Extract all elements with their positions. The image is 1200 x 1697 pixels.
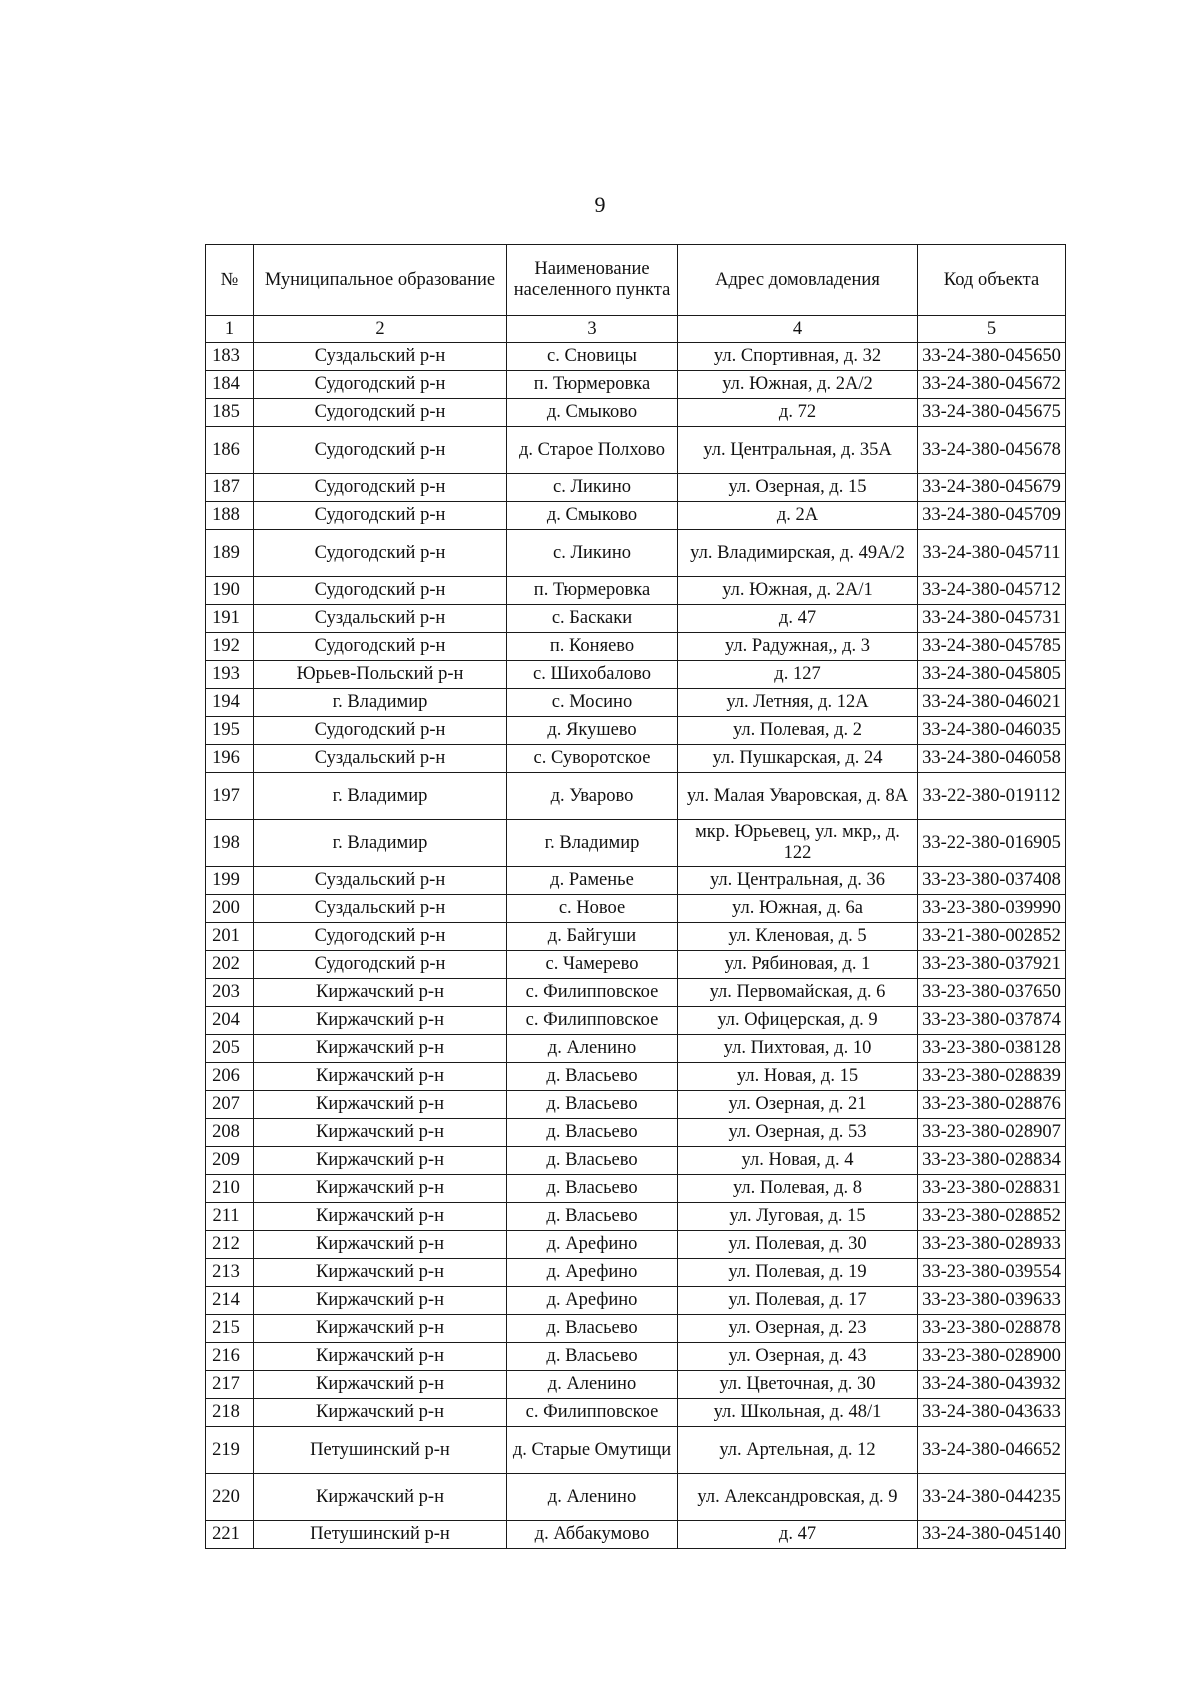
object-code-cell: 33-21-380-002852 bbox=[918, 923, 1066, 951]
locality-cell: д. Раменье bbox=[507, 867, 678, 895]
locality-cell: с. Филипповское bbox=[507, 1007, 678, 1035]
table-row bbox=[206, 1521, 1066, 1549]
municipality-cell: Суздальский р-н bbox=[254, 605, 507, 633]
table-row bbox=[206, 1231, 1066, 1259]
address-cell: ул. Цветочная, д. 30 bbox=[678, 1371, 918, 1399]
object-code-cell: 33-23-380-028900 bbox=[918, 1343, 1066, 1371]
row-number: 219 bbox=[206, 1427, 254, 1474]
object-code-cell: 33-24-380-046021 bbox=[918, 689, 1066, 717]
address-cell: ул. Озерная, д. 43 bbox=[678, 1343, 918, 1371]
object-code-cell: 33-24-380-045709 bbox=[918, 502, 1066, 530]
locality-cell: п. Тюрмеровка bbox=[507, 371, 678, 399]
municipality-cell: Юрьев-Польский р-н bbox=[254, 661, 507, 689]
locality-cell: д. Власьево bbox=[507, 1091, 678, 1119]
address-cell: ул. Полевая, д. 30 bbox=[678, 1231, 918, 1259]
header-address: Адрес домовладения bbox=[678, 245, 918, 316]
row-number: 186 bbox=[206, 427, 254, 474]
address-cell: д. 2А bbox=[678, 502, 918, 530]
table-row bbox=[206, 773, 1066, 820]
object-code-cell: 33-24-380-046035 bbox=[918, 717, 1066, 745]
locality-cell: с. Баскаки bbox=[507, 605, 678, 633]
table-row bbox=[206, 371, 1066, 399]
row-number: 196 bbox=[206, 745, 254, 773]
table-row bbox=[206, 1399, 1066, 1427]
municipality-cell: Суздальский р-н bbox=[254, 343, 507, 371]
column-number: 2 bbox=[254, 316, 507, 343]
locality-cell: д. Арефино bbox=[507, 1287, 678, 1315]
column-number: 1 bbox=[206, 316, 254, 343]
address-cell: ул. Полевая, д. 17 bbox=[678, 1287, 918, 1315]
address-cell: ул. Малая Уваровская, д. 8А bbox=[678, 773, 918, 820]
address-cell: ул. Александровская, д. 9 bbox=[678, 1474, 918, 1521]
address-cell: д. 127 bbox=[678, 661, 918, 689]
row-number: 187 bbox=[206, 474, 254, 502]
row-number: 203 bbox=[206, 979, 254, 1007]
row-number: 210 bbox=[206, 1175, 254, 1203]
address-cell: ул. Офицерская, д. 9 bbox=[678, 1007, 918, 1035]
address-cell: ул. Южная, д. 2А/1 bbox=[678, 577, 918, 605]
table-row bbox=[206, 605, 1066, 633]
row-number: 188 bbox=[206, 502, 254, 530]
address-cell: ул. Новая, д. 4 bbox=[678, 1147, 918, 1175]
address-cell: д. 47 bbox=[678, 605, 918, 633]
row-number: 216 bbox=[206, 1343, 254, 1371]
address-cell: ул. Радужная,, д. 3 bbox=[678, 633, 918, 661]
object-code-cell: 33-22-380-016905 bbox=[918, 820, 1066, 867]
table-row bbox=[206, 530, 1066, 577]
address-cell: ул. Озерная, д. 15 bbox=[678, 474, 918, 502]
object-code-cell: 33-24-380-045650 bbox=[918, 343, 1066, 371]
object-code-cell: 33-23-380-037874 bbox=[918, 1007, 1066, 1035]
locality-cell: д. Байгуши bbox=[507, 923, 678, 951]
row-number: 198 bbox=[206, 820, 254, 867]
municipality-cell: Киржачский р-н bbox=[254, 1343, 507, 1371]
object-code-cell: 33-24-380-043633 bbox=[918, 1399, 1066, 1427]
address-cell: ул. Центральная, д. 36 bbox=[678, 867, 918, 895]
municipality-cell: Киржачский р-н bbox=[254, 1063, 507, 1091]
municipality-cell: Судогодский р-н bbox=[254, 923, 507, 951]
row-number: 209 bbox=[206, 1147, 254, 1175]
column-number: 3 bbox=[507, 316, 678, 343]
row-number: 212 bbox=[206, 1231, 254, 1259]
table-row bbox=[206, 1063, 1066, 1091]
object-code-cell: 33-23-380-037650 bbox=[918, 979, 1066, 1007]
row-number: 184 bbox=[206, 371, 254, 399]
object-code-cell: 33-24-380-045678 bbox=[918, 427, 1066, 474]
row-number: 207 bbox=[206, 1091, 254, 1119]
row-number: 183 bbox=[206, 343, 254, 371]
row-number: 185 bbox=[206, 399, 254, 427]
municipality-cell: Судогодский р-н bbox=[254, 530, 507, 577]
address-cell: ул. Школьная, д. 48/1 bbox=[678, 1399, 918, 1427]
address-cell: ул. Артельная, д. 12 bbox=[678, 1427, 918, 1474]
municipality-cell: Киржачский р-н bbox=[254, 1035, 507, 1063]
table-row bbox=[206, 1259, 1066, 1287]
row-number: 208 bbox=[206, 1119, 254, 1147]
column-number: 5 bbox=[918, 316, 1066, 343]
table-row bbox=[206, 923, 1066, 951]
municipality-cell: Киржачский р-н bbox=[254, 1119, 507, 1147]
municipality-cell: Киржачский р-н bbox=[254, 1203, 507, 1231]
row-number: 197 bbox=[206, 773, 254, 820]
locality-cell: с. Чамерево bbox=[507, 951, 678, 979]
table-row bbox=[206, 502, 1066, 530]
row-number: 217 bbox=[206, 1371, 254, 1399]
object-code-cell: 33-23-380-028876 bbox=[918, 1091, 1066, 1119]
object-code-cell: 33-24-380-045675 bbox=[918, 399, 1066, 427]
object-code-cell: 33-23-380-028852 bbox=[918, 1203, 1066, 1231]
object-code-cell: 33-24-380-046058 bbox=[918, 745, 1066, 773]
table-row bbox=[206, 1474, 1066, 1521]
municipality-cell: Киржачский р-н bbox=[254, 1175, 507, 1203]
municipality-cell: Судогодский р-н bbox=[254, 717, 507, 745]
address-cell: ул. Новая, д. 15 bbox=[678, 1063, 918, 1091]
object-code-cell: 33-24-380-045672 bbox=[918, 371, 1066, 399]
row-number: 201 bbox=[206, 923, 254, 951]
address-cell: ул. Полевая, д. 8 bbox=[678, 1175, 918, 1203]
locality-cell: с. Филипповское bbox=[507, 1399, 678, 1427]
table-row bbox=[206, 399, 1066, 427]
header-row bbox=[206, 245, 1066, 316]
row-number: 221 bbox=[206, 1521, 254, 1549]
municipality-cell: Киржачский р-н bbox=[254, 1399, 507, 1427]
locality-cell: д. Аленино bbox=[507, 1474, 678, 1521]
locality-cell: д. Власьево bbox=[507, 1063, 678, 1091]
object-code-cell: 33-24-380-046652 bbox=[918, 1427, 1066, 1474]
table-row bbox=[206, 1287, 1066, 1315]
locality-cell: д. Уварово bbox=[507, 773, 678, 820]
locality-cell: д. Смыково bbox=[507, 502, 678, 530]
row-number: 211 bbox=[206, 1203, 254, 1231]
households-table bbox=[205, 244, 1066, 1549]
locality-cell: д. Арефино bbox=[507, 1259, 678, 1287]
table-row bbox=[206, 633, 1066, 661]
table-row bbox=[206, 1427, 1066, 1474]
row-number: 189 bbox=[206, 530, 254, 577]
table-row bbox=[206, 867, 1066, 895]
object-code-cell: 33-23-380-028878 bbox=[918, 1315, 1066, 1343]
locality-cell: г. Владимир bbox=[507, 820, 678, 867]
row-number: 220 bbox=[206, 1474, 254, 1521]
municipality-cell: Киржачский р-н bbox=[254, 1474, 507, 1521]
table-header bbox=[206, 245, 1066, 343]
object-code-cell: 33-23-380-039554 bbox=[918, 1259, 1066, 1287]
object-code-cell: 33-23-380-039633 bbox=[918, 1287, 1066, 1315]
table-row bbox=[206, 820, 1066, 867]
address-cell: ул. Озерная, д. 21 bbox=[678, 1091, 918, 1119]
address-cell: ул. Владимирская, д. 49А/2 bbox=[678, 530, 918, 577]
row-number: 193 bbox=[206, 661, 254, 689]
object-code-cell: 33-22-380-019112 bbox=[918, 773, 1066, 820]
table-row bbox=[206, 1007, 1066, 1035]
locality-cell: с. Суворотское bbox=[507, 745, 678, 773]
address-cell: ул. Летняя, д. 12А bbox=[678, 689, 918, 717]
locality-cell: д. Власьево bbox=[507, 1343, 678, 1371]
row-number: 206 bbox=[206, 1063, 254, 1091]
address-cell: ул. Южная, д. 2А/2 bbox=[678, 371, 918, 399]
row-number: 213 bbox=[206, 1259, 254, 1287]
municipality-cell: Петушинский р-н bbox=[254, 1427, 507, 1474]
object-code-cell: 33-23-380-039990 bbox=[918, 895, 1066, 923]
row-number: 205 bbox=[206, 1035, 254, 1063]
table-row bbox=[206, 1203, 1066, 1231]
municipality-cell: Киржачский р-н bbox=[254, 1287, 507, 1315]
locality-cell: д. Власьево bbox=[507, 1147, 678, 1175]
table-row bbox=[206, 1147, 1066, 1175]
row-number: 194 bbox=[206, 689, 254, 717]
locality-cell: с. Мосино bbox=[507, 689, 678, 717]
table-row bbox=[206, 427, 1066, 474]
address-cell: ул. Пушкарская, д. 24 bbox=[678, 745, 918, 773]
address-cell: ул. Полевая, д. 2 bbox=[678, 717, 918, 745]
table-row bbox=[206, 1091, 1066, 1119]
column-numbers-row bbox=[206, 316, 1066, 343]
locality-cell: д. Аленино bbox=[507, 1035, 678, 1063]
municipality-cell: Киржачский р-н bbox=[254, 979, 507, 1007]
object-code-cell: 33-24-380-045140 bbox=[918, 1521, 1066, 1549]
municipality-cell: Киржачский р-н bbox=[254, 1231, 507, 1259]
header-municipality: Муниципальное образование bbox=[254, 245, 507, 316]
table-row bbox=[206, 745, 1066, 773]
locality-cell: с. Ликино bbox=[507, 474, 678, 502]
locality-cell: д. Старое Полхово bbox=[507, 427, 678, 474]
locality-cell: с. Шихобалово bbox=[507, 661, 678, 689]
table-row bbox=[206, 689, 1066, 717]
locality-cell: д. Власьево bbox=[507, 1119, 678, 1147]
object-code-cell: 33-23-380-038128 bbox=[918, 1035, 1066, 1063]
object-code-cell: 33-23-380-028831 bbox=[918, 1175, 1066, 1203]
page-number: 9 bbox=[594, 192, 606, 217]
object-code-cell: 33-23-380-037408 bbox=[918, 867, 1066, 895]
municipality-cell: Петушинский р-н bbox=[254, 1521, 507, 1549]
municipality-cell: Киржачский р-н bbox=[254, 1259, 507, 1287]
header-number: № bbox=[206, 245, 254, 316]
address-cell: ул. Южная, д. 6а bbox=[678, 895, 918, 923]
table-row bbox=[206, 1175, 1066, 1203]
object-code-cell: 33-24-380-045712 bbox=[918, 577, 1066, 605]
row-number: 204 bbox=[206, 1007, 254, 1035]
object-code-cell: 33-24-380-045805 bbox=[918, 661, 1066, 689]
locality-cell: д. Власьево bbox=[507, 1315, 678, 1343]
object-code-cell: 33-24-380-045785 bbox=[918, 633, 1066, 661]
address-cell: ул. Кленовая, д. 5 bbox=[678, 923, 918, 951]
row-number: 195 bbox=[206, 717, 254, 745]
address-cell: ул. Пихтовая, д. 10 bbox=[678, 1035, 918, 1063]
locality-cell: п. Коняево bbox=[507, 633, 678, 661]
municipality-cell: Судогодский р-н bbox=[254, 951, 507, 979]
locality-cell: с. Ликино bbox=[507, 530, 678, 577]
municipality-cell: Киржачский р-н bbox=[254, 1371, 507, 1399]
table-row bbox=[206, 979, 1066, 1007]
locality-cell: с. Новое bbox=[507, 895, 678, 923]
municipality-cell: г. Владимир bbox=[254, 773, 507, 820]
object-code-cell: 33-24-380-043932 bbox=[918, 1371, 1066, 1399]
object-code-cell: 33-23-380-028839 bbox=[918, 1063, 1066, 1091]
locality-cell: д. Арефино bbox=[507, 1231, 678, 1259]
municipality-cell: Судогодский р-н bbox=[254, 474, 507, 502]
municipality-cell: Суздальский р-н bbox=[254, 745, 507, 773]
object-code-cell: 33-24-380-045711 bbox=[918, 530, 1066, 577]
table-row bbox=[206, 1343, 1066, 1371]
address-cell: д. 72 bbox=[678, 399, 918, 427]
locality-cell: с. Сновицы bbox=[507, 343, 678, 371]
municipality-cell: Судогодский р-н bbox=[254, 633, 507, 661]
address-cell: ул. Озерная, д. 53 bbox=[678, 1119, 918, 1147]
object-code-cell: 33-23-380-028834 bbox=[918, 1147, 1066, 1175]
address-cell: ул. Полевая, д. 19 bbox=[678, 1259, 918, 1287]
address-cell: ул. Луговая, д. 15 bbox=[678, 1203, 918, 1231]
municipality-cell: Киржачский р-н bbox=[254, 1091, 507, 1119]
locality-cell: с. Филипповское bbox=[507, 979, 678, 1007]
object-code-cell: 33-24-380-044235 bbox=[918, 1474, 1066, 1521]
address-cell: мкр. Юрьевец, ул. мкр,, д. 122 bbox=[678, 820, 918, 867]
object-code-cell: 33-23-380-028933 bbox=[918, 1231, 1066, 1259]
table-row bbox=[206, 717, 1066, 745]
table-row bbox=[206, 1371, 1066, 1399]
table-row bbox=[206, 577, 1066, 605]
row-number: 202 bbox=[206, 951, 254, 979]
locality-cell: д. Смыково bbox=[507, 399, 678, 427]
municipality-cell: Судогодский р-н bbox=[254, 427, 507, 474]
municipality-cell: Киржачский р-н bbox=[254, 1007, 507, 1035]
table-row bbox=[206, 343, 1066, 371]
municipality-cell: Суздальский р-н bbox=[254, 867, 507, 895]
row-number: 214 bbox=[206, 1287, 254, 1315]
row-number: 200 bbox=[206, 895, 254, 923]
locality-cell: д. Якушево bbox=[507, 717, 678, 745]
locality-cell: д. Власьево bbox=[507, 1203, 678, 1231]
address-cell: ул. Озерная, д. 23 bbox=[678, 1315, 918, 1343]
locality-cell: п. Тюрмеровка bbox=[507, 577, 678, 605]
table-row bbox=[206, 895, 1066, 923]
table-row bbox=[206, 1119, 1066, 1147]
municipality-cell: Судогодский р-н bbox=[254, 371, 507, 399]
header-locality: Наименование населенного пункта bbox=[507, 245, 678, 316]
row-number: 199 bbox=[206, 867, 254, 895]
object-code-cell: 33-24-380-045679 bbox=[918, 474, 1066, 502]
locality-cell: д. Старые Омутищи bbox=[507, 1427, 678, 1474]
table-body bbox=[206, 343, 1066, 1549]
address-cell: ул. Рябиновая, д. 1 bbox=[678, 951, 918, 979]
object-code-cell: 33-23-380-028907 bbox=[918, 1119, 1066, 1147]
municipality-cell: Суздальский р-н bbox=[254, 895, 507, 923]
municipality-cell: Судогодский р-н bbox=[254, 502, 507, 530]
address-cell: д. 47 bbox=[678, 1521, 918, 1549]
municipality-cell: Судогодский р-н bbox=[254, 399, 507, 427]
row-number: 190 bbox=[206, 577, 254, 605]
table-row bbox=[206, 661, 1066, 689]
address-cell: ул. Спортивная, д. 32 bbox=[678, 343, 918, 371]
row-number: 218 bbox=[206, 1399, 254, 1427]
municipality-cell: г. Владимир bbox=[254, 689, 507, 717]
row-number: 215 bbox=[206, 1315, 254, 1343]
locality-cell: д. Аббакумово bbox=[507, 1521, 678, 1549]
table-row bbox=[206, 1315, 1066, 1343]
row-number: 192 bbox=[206, 633, 254, 661]
table-row bbox=[206, 1035, 1066, 1063]
address-cell: ул. Центральная, д. 35А bbox=[678, 427, 918, 474]
table-row bbox=[206, 951, 1066, 979]
locality-cell: д. Аленино bbox=[507, 1371, 678, 1399]
object-code-cell: 33-23-380-037921 bbox=[918, 951, 1066, 979]
address-cell: ул. Первомайская, д. 6 bbox=[678, 979, 918, 1007]
header-object-code: Код объекта bbox=[918, 245, 1066, 316]
municipality-cell: Судогодский р-н bbox=[254, 577, 507, 605]
table-row bbox=[206, 474, 1066, 502]
locality-cell: д. Власьево bbox=[507, 1175, 678, 1203]
municipality-cell: Киржачский р-н bbox=[254, 1315, 507, 1343]
object-code-cell: 33-24-380-045731 bbox=[918, 605, 1066, 633]
municipality-cell: Киржачский р-н bbox=[254, 1147, 507, 1175]
municipality-cell: г. Владимир bbox=[254, 820, 507, 867]
column-number: 4 bbox=[678, 316, 918, 343]
row-number: 191 bbox=[206, 605, 254, 633]
